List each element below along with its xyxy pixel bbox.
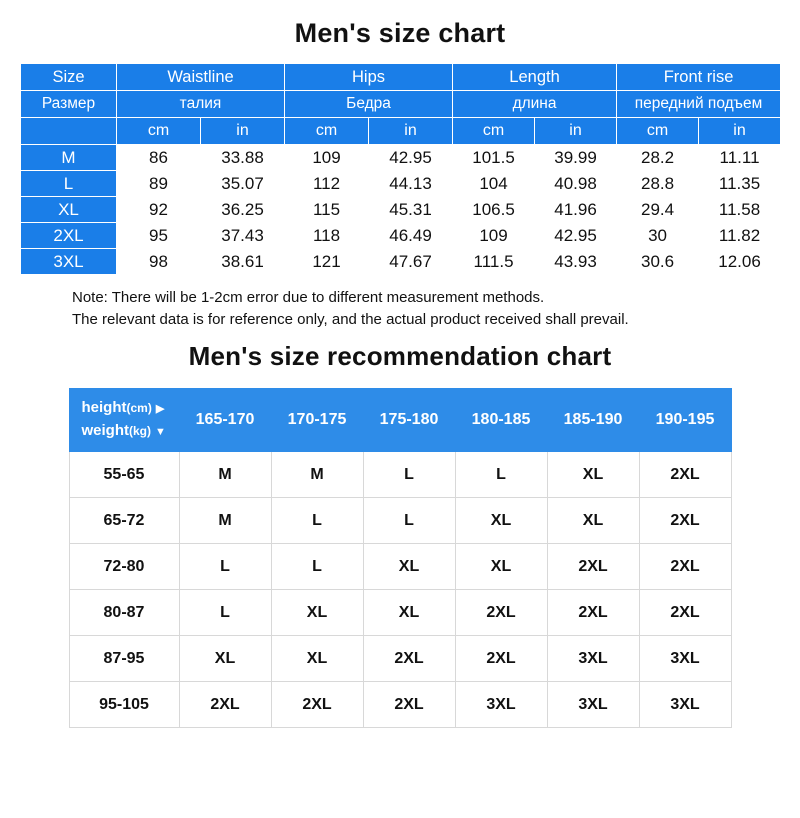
recommended-size: 3XL — [639, 682, 731, 728]
recommended-size: XL — [271, 636, 363, 682]
page-title-recommendation-chart: Men's size recommendation chart — [188, 341, 612, 371]
cell-value: 11.35 — [699, 171, 781, 197]
table-row — [69, 636, 731, 682]
header-length-ru: длина — [453, 91, 617, 118]
header-unit-frontrise-cm: cm — [617, 118, 699, 145]
size-chart-header-row-en — [21, 64, 781, 91]
table-row — [69, 590, 731, 636]
note-line-1: Note: There will be 1-2cm error due to different measurement methods. — [72, 289, 545, 306]
size-label: XL — [21, 197, 117, 223]
size-chart-table — [20, 63, 781, 275]
cell-value: 89 — [117, 171, 201, 197]
cell-value: 44.13 — [369, 171, 453, 197]
down-triangle-icon: ▼ — [155, 426, 166, 438]
cell-value: 40.98 — [535, 171, 617, 197]
cell-value: 36.25 — [201, 197, 285, 223]
weight-range-label: 87-95 — [69, 636, 179, 682]
weight-range-label: 72-80 — [69, 544, 179, 590]
size-chart-page — [0, 18, 800, 818]
header-waistline-ru: талия — [117, 91, 285, 118]
cell-value: 42.95 — [535, 223, 617, 249]
height-range-header: 180-185 — [455, 389, 547, 452]
table-row — [21, 249, 781, 275]
cell-value: 111.5 — [453, 249, 535, 275]
cell-value: 11.11 — [699, 145, 781, 171]
header-length-en: Length — [453, 64, 617, 91]
cell-value: 121 — [285, 249, 369, 275]
table-row — [69, 682, 731, 728]
size-chart-header-row-units — [21, 118, 781, 145]
cell-value: 29.4 — [617, 197, 699, 223]
cell-value: 11.58 — [699, 197, 781, 223]
cell-value: 115 — [285, 197, 369, 223]
height-range-header: 165-170 — [179, 389, 271, 452]
header-unit-hips-in: in — [369, 118, 453, 145]
recommended-size: 2XL — [455, 590, 547, 636]
recommended-size: L — [179, 544, 271, 590]
recommendation-header-row — [69, 389, 731, 452]
recommended-size: XL — [363, 590, 455, 636]
cell-value: 112 — [285, 171, 369, 197]
recommended-size: 3XL — [547, 636, 639, 682]
recommended-size: M — [271, 452, 363, 498]
recommended-size: XL — [271, 590, 363, 636]
table-row — [69, 498, 731, 544]
header-size-en: Size — [21, 64, 117, 91]
table-row — [21, 197, 781, 223]
height-range-header: 170-175 — [271, 389, 363, 452]
recommended-size: 2XL — [455, 636, 547, 682]
recommended-size: XL — [547, 498, 639, 544]
recommendation-table — [69, 388, 732, 728]
cell-value: 104 — [453, 171, 535, 197]
cell-value: 98 — [117, 249, 201, 275]
weight-range-label: 65-72 — [69, 498, 179, 544]
cell-value: 109 — [453, 223, 535, 249]
note-line-2: The relevant data is for reference only, and the actual product received shall prevail. — [72, 311, 629, 328]
recommended-size: 2XL — [639, 498, 731, 544]
cell-value: 33.88 — [201, 145, 285, 171]
height-range-header: 185-190 — [547, 389, 639, 452]
weight-range-label: 95-105 — [69, 682, 179, 728]
recommended-size: 2XL — [547, 544, 639, 590]
cell-value: 42.95 — [369, 145, 453, 171]
recommended-size: L — [179, 590, 271, 636]
recommended-size: M — [179, 498, 271, 544]
cell-value: 46.49 — [369, 223, 453, 249]
cell-value: 47.67 — [369, 249, 453, 275]
cell-value: 101.5 — [453, 145, 535, 171]
cell-value: 28.8 — [617, 171, 699, 197]
header-unit-hips-cm: cm — [285, 118, 369, 145]
cell-value: 45.31 — [369, 197, 453, 223]
table-row — [69, 452, 731, 498]
header-hips-en: Hips — [285, 64, 453, 91]
cell-value: 86 — [117, 145, 201, 171]
cell-value: 109 — [285, 145, 369, 171]
header-unit-waistline-cm: cm — [117, 118, 201, 145]
page-title-size-chart: Men's size chart — [294, 18, 506, 48]
measurement-notes — [0, 287, 800, 331]
recommended-size: XL — [455, 498, 547, 544]
header-hips-ru: Бедра — [285, 91, 453, 118]
size-label: 3XL — [21, 249, 117, 275]
table-row — [21, 145, 781, 171]
recommended-size: XL — [179, 636, 271, 682]
recommended-size: L — [363, 498, 455, 544]
right-triangle-icon: ▶ — [155, 403, 165, 415]
cell-value: 41.96 — [535, 197, 617, 223]
corner-height-unit: (cm) — [126, 401, 152, 415]
cell-value: 11.82 — [699, 223, 781, 249]
recommendation-table-container — [0, 388, 800, 728]
header-waistline-en: Waistline — [117, 64, 285, 91]
recommended-size: 2XL — [271, 682, 363, 728]
cell-value: 12.06 — [699, 249, 781, 275]
header-unit-frontrise-in: in — [699, 118, 781, 145]
recommended-size: 3XL — [547, 682, 639, 728]
recommended-size: 2XL — [363, 682, 455, 728]
recommended-size: 3XL — [639, 636, 731, 682]
cell-value: 95 — [117, 223, 201, 249]
recommended-size: 2XL — [363, 636, 455, 682]
cell-value: 106.5 — [453, 197, 535, 223]
corner-weight-label: weight — [81, 422, 129, 439]
cell-value: 30.6 — [617, 249, 699, 275]
cell-value: 38.61 — [201, 249, 285, 275]
size-chart-table-container — [20, 63, 780, 275]
cell-value: 30 — [617, 223, 699, 249]
height-range-header: 175-180 — [363, 389, 455, 452]
recommended-size: L — [363, 452, 455, 498]
recommended-size: 2XL — [547, 590, 639, 636]
table-row — [21, 171, 781, 197]
corner-weight-unit: (kg) — [129, 424, 151, 438]
cell-value: 28.2 — [617, 145, 699, 171]
size-label: 2XL — [21, 223, 117, 249]
header-frontrise-ru: передний подъем — [617, 91, 781, 118]
recommended-size: 2XL — [639, 452, 731, 498]
height-range-header: 190-195 — [639, 389, 731, 452]
recommended-size: 2XL — [639, 544, 731, 590]
recommended-size: XL — [547, 452, 639, 498]
header-unit-waistline-in: in — [201, 118, 285, 145]
recommended-size: L — [271, 498, 363, 544]
recommended-size: M — [179, 452, 271, 498]
cell-value: 43.93 — [535, 249, 617, 275]
cell-value: 35.07 — [201, 171, 285, 197]
cell-value: 39.99 — [535, 145, 617, 171]
corner-height-label: height — [81, 399, 127, 416]
weight-range-label: 55-65 — [69, 452, 179, 498]
size-label: L — [21, 171, 117, 197]
table-row — [69, 544, 731, 590]
recommended-size: 2XL — [179, 682, 271, 728]
size-label: M — [21, 145, 117, 171]
recommended-size: XL — [363, 544, 455, 590]
cell-value: 37.43 — [201, 223, 285, 249]
header-unit-length-cm: cm — [453, 118, 535, 145]
corner-weight-line — [82, 420, 179, 443]
cell-value: 118 — [285, 223, 369, 249]
table-row — [21, 223, 781, 249]
recommended-size: L — [455, 452, 547, 498]
header-unit-blank — [21, 118, 117, 145]
size-chart-header-row-ru — [21, 91, 781, 118]
header-unit-length-in: in — [535, 118, 617, 145]
recommended-size: L — [271, 544, 363, 590]
recommended-size: 3XL — [455, 682, 547, 728]
header-frontrise-en: Front rise — [617, 64, 781, 91]
recommendation-corner-header — [69, 389, 179, 452]
corner-height-line — [82, 397, 179, 420]
header-size-ru: Размер — [21, 91, 117, 118]
recommended-size: 2XL — [639, 590, 731, 636]
recommended-size: XL — [455, 544, 547, 590]
cell-value: 92 — [117, 197, 201, 223]
weight-range-label: 80-87 — [69, 590, 179, 636]
